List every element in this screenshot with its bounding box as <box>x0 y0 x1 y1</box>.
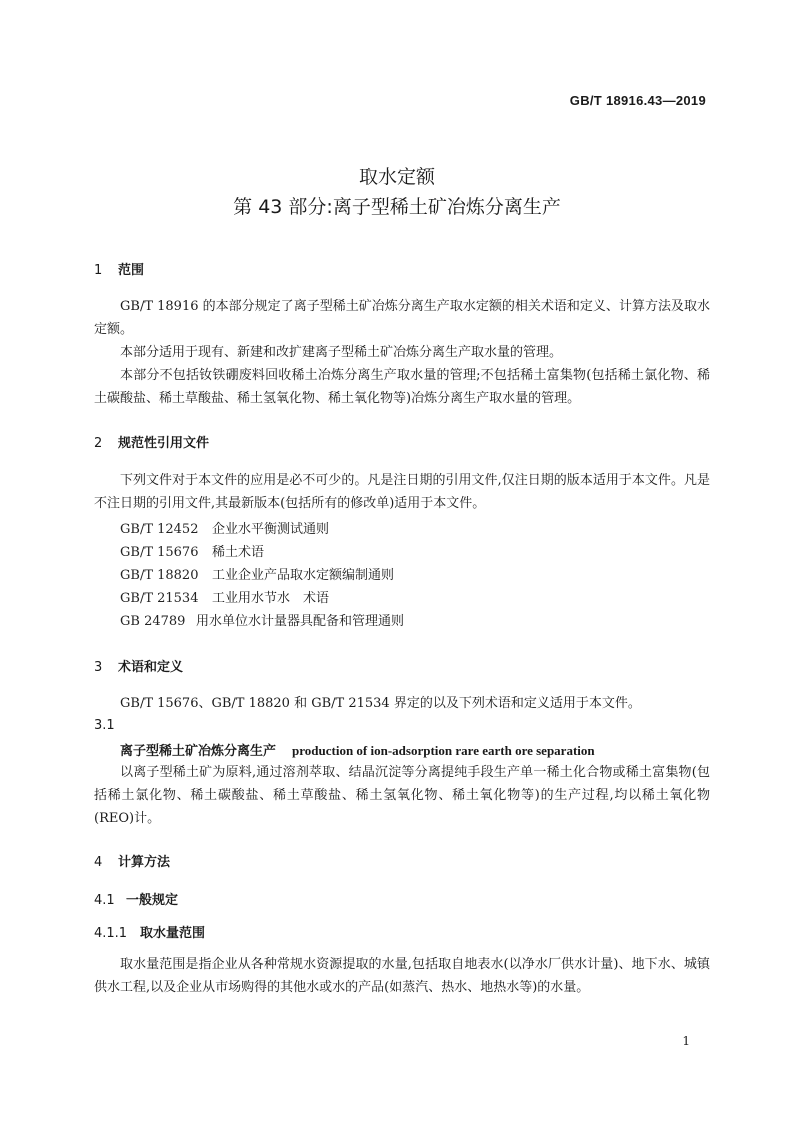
section-2-heading <box>94 432 209 451</box>
section-title: 术语和定义 <box>118 660 184 675</box>
section-3-heading <box>94 656 183 675</box>
term-english: production of ion-adsorption rare earth ore separation <box>292 743 595 758</box>
subsection-4-1-heading <box>94 889 178 908</box>
reference-item <box>120 587 329 606</box>
reference-code: GB/T 21534 <box>120 591 199 606</box>
section-number: 1 <box>94 263 103 278</box>
subsection-title: 取水量范围 <box>140 926 206 941</box>
section-number: 3 <box>94 660 103 675</box>
term-chinese: 离子型稀土矿冶炼分离生产 <box>120 744 277 759</box>
paragraph: GB/T 15676、GB/T 18820 和 GB/T 21534 界定的以及下列术语和定义适用于本文件。 <box>120 696 641 711</box>
term-number: 3.1 <box>94 718 115 733</box>
page-number: 1 <box>682 1034 690 1048</box>
section-title: 范围 <box>118 263 145 278</box>
section-title: 计算方法 <box>118 855 171 870</box>
term-entry <box>120 740 595 759</box>
paragraph: 取水量范围是指企业从各种常规水资源提取的水量,包括取自地表水(以净水厂供水计量)、地下水、城镇供水工程,以及企业从市场购得的其他水或水的产品(如蒸汽、热水、地热水等)的水量。 <box>94 957 710 995</box>
reference-item <box>120 541 264 560</box>
reference-title: 工业用水节水 术语 <box>212 591 330 606</box>
reference-title: 企业水平衡测试通则 <box>212 522 330 537</box>
reference-item <box>120 518 329 537</box>
reference-title: 用水单位水计量器具配备和管理通则 <box>196 614 405 629</box>
reference-code: GB 24789 <box>120 614 186 629</box>
reference-code: GB/T 15676 <box>120 545 199 560</box>
section-title: 规范性引用文件 <box>118 436 210 451</box>
paragraph: 下列文件对于本文件的应用是必不可少的。凡是注日期的引用文件,仅注日期的版本适用于本文件。凡是不注日期的引用文件,其最新版本(包括所有的修改单)适用于本文件。 <box>94 473 710 511</box>
reference-code: GB/T 12452 <box>120 522 199 537</box>
document-title: 取水定额 <box>358 166 435 188</box>
subsection-title: 一般规定 <box>126 893 179 908</box>
section-4-heading <box>94 851 170 870</box>
document-subtitle: 第 43 部分:离子型稀土矿冶炼分离生产 <box>233 196 561 218</box>
paragraph: GB/T 18916 的本部分规定了离子型稀土矿冶炼分离生产取水定额的相关术语和定义、计算方法及取水定额。 <box>94 299 710 337</box>
standard-code: GB/T 18916.43—2019 <box>569 93 706 108</box>
term-definition: 以离子型稀土矿为原料,通过溶剂萃取、结晶沉淀等分离提纯手段生产单一稀土化合物或稀土富集物(包括稀土氯化物、稀土碳酸盐、稀土草酸盐、稀土氢氧化物、稀土氧化物等)的生产过程,均以稀土氧化物(REO)计。 <box>94 765 710 826</box>
reference-title: 稀土术语 <box>212 545 265 560</box>
paragraph: 本部分不包括钕铁硼废料回收稀土冶炼分离生产取水量的管理;不包括稀土富集物(包括稀土氯化物、稀土碳酸盐、稀土草酸盐、稀土氢氧化物、稀土氧化物等)冶炼分离生产取水量的管理。 <box>94 368 710 406</box>
subsection-number: 4.1.1 <box>94 926 128 941</box>
reference-item <box>120 564 394 583</box>
section-number: 2 <box>94 436 103 451</box>
section-number: 4 <box>94 855 103 870</box>
subsection-4-1-1-heading <box>94 922 205 941</box>
subsection-number: 4.1 <box>94 893 115 908</box>
reference-title: 工业企业产品取水定额编制通则 <box>212 568 395 583</box>
paragraph: 本部分适用于现有、新建和改扩建离子型稀土矿冶炼分离生产取水量的管理。 <box>120 345 563 360</box>
reference-code: GB/T 18820 <box>120 568 199 583</box>
section-1-heading <box>94 259 144 278</box>
reference-item <box>120 610 404 629</box>
